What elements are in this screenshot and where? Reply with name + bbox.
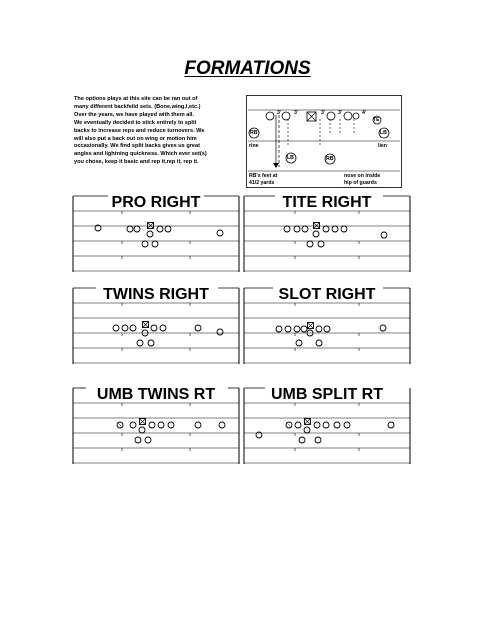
intro-line: angles and lightning quickness. Which ever set(s): [74, 151, 207, 158]
formation-pro-right: [72, 193, 240, 273]
rb-label: RB: [326, 156, 334, 162]
rb-label: RB: [250, 130, 258, 136]
nose-note: hip of guards: [344, 180, 377, 186]
diagram-offensive-player: [353, 113, 359, 119]
diagram-offensive-player: [282, 112, 290, 120]
rine-label: rine: [249, 143, 259, 149]
intro-line: will also put a back out on wing or motion him: [74, 135, 197, 142]
formation-title: UMB SPLIT RT: [271, 386, 383, 403]
formation-title: TWINS RIGHT: [103, 286, 209, 303]
te-label: TE: [373, 117, 380, 123]
gap-label: 3': [338, 110, 343, 116]
gap-label: 4': [362, 110, 367, 116]
rb-feet-note: 41/2 yards: [249, 180, 275, 186]
diagram-offensive-player: [327, 112, 335, 120]
diagram-offensive-player: [266, 112, 274, 120]
formation-title: SLOT RIGHT: [278, 286, 376, 303]
intro-line: backs to increase reps and reduce turnovers. We: [74, 127, 205, 134]
formation-umb-split-rt: [243, 385, 411, 465]
gap-label: 3': [294, 110, 299, 116]
intro-line: Over the years, we have played with them all.: [74, 111, 195, 118]
diagram-depth-arrowhead: [273, 163, 279, 168]
formation-title: PRO RIGHT: [111, 194, 201, 211]
formation-umb-twins-rt: [72, 385, 240, 465]
formation-slot-right: [243, 285, 411, 365]
diagram-offensive-player: [344, 112, 352, 120]
intro-paragraph: [74, 96, 242, 167]
intro-line: We eventually decided to stick entirely to split: [74, 119, 197, 126]
intro-line: you chose, keep it basic and rep it,rep it, rep it.: [74, 159, 199, 166]
page-title: FORMATIONS: [184, 58, 311, 79]
intro-line: many different backfeild sets. (Bone,wing,I,etc.): [74, 103, 201, 110]
formation-tite-right: [243, 193, 411, 273]
rb-feet-note: RB's feet at: [249, 173, 278, 179]
gap-label: 3': [277, 110, 282, 116]
lb-label: LB: [380, 130, 387, 136]
formation-title: UMB TWINS RT: [96, 386, 216, 403]
nose-note: nose on inside: [344, 173, 381, 179]
intro-line: occasionally. We find split backs gives us great: [74, 143, 201, 150]
formation-title: TITE RIGHT: [282, 194, 372, 211]
intro-line: The options plays at this site can be ran out of: [74, 96, 198, 102]
lien-label: lien: [378, 143, 387, 149]
gap-label: 3': [321, 110, 326, 116]
lb-label: LB: [287, 155, 294, 161]
formation-twins-right: [72, 285, 240, 365]
line-spacing-diagram: [246, 95, 402, 188]
